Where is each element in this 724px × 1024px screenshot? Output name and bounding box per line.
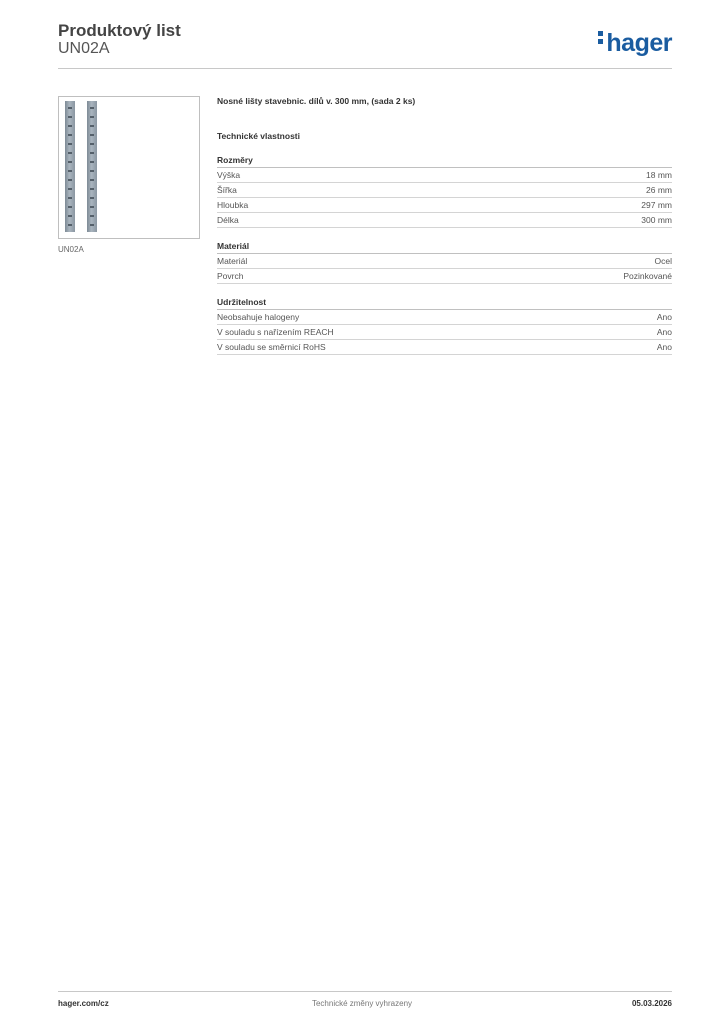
rail-slot xyxy=(68,125,72,127)
rail-slot xyxy=(90,125,94,127)
spec-value: 300 mm xyxy=(641,215,672,225)
rail-slot xyxy=(90,152,94,154)
logo-text: hager xyxy=(606,29,672,57)
product-description: Nosné lišty stavebnic. dílů v. 300 mm, (sada 2 ks) xyxy=(217,96,416,106)
product-code: UN02A xyxy=(58,40,110,57)
rail-slot xyxy=(90,188,94,190)
rail-slot xyxy=(68,179,72,181)
spec-value: Ano xyxy=(656,312,672,322)
rail-image-right xyxy=(87,101,97,232)
rail-slot xyxy=(68,215,72,217)
rail-slot xyxy=(90,215,94,217)
footer-website: hager.com/cz xyxy=(58,999,109,1008)
rail-slot xyxy=(90,116,94,118)
header-divider xyxy=(58,68,672,69)
product-image xyxy=(58,96,200,239)
spec-row xyxy=(217,254,672,269)
spec-label: Šířka xyxy=(217,185,237,195)
spec-value: Ano xyxy=(656,342,672,352)
rail-slot xyxy=(90,134,94,136)
rail-slot xyxy=(90,197,94,199)
footer-date: 05.03.2026 xyxy=(631,999,672,1008)
rail-slot xyxy=(68,197,72,199)
footer-note: Technické změny vyhrazeny xyxy=(311,999,413,1008)
section-title: Udržitelnost xyxy=(217,297,672,310)
rail-slot xyxy=(68,206,72,208)
spec-label: V souladu s nařízením REACH xyxy=(217,327,334,337)
spec-row xyxy=(217,310,672,325)
spec-value: 26 mm xyxy=(646,185,672,195)
spec-value: 18 mm xyxy=(646,170,672,180)
spec-label: Hloubka xyxy=(217,200,249,210)
rail-slot xyxy=(90,170,94,172)
spec-section xyxy=(217,155,672,228)
rail-slot xyxy=(68,143,72,145)
spec-row xyxy=(217,340,672,355)
spec-row xyxy=(217,325,672,340)
rail-slot xyxy=(90,206,94,208)
spec-row xyxy=(217,213,672,228)
spec-value: Ano xyxy=(656,327,672,337)
technical-properties-title: Technické vlastnosti xyxy=(217,131,300,141)
section-title: Materiál xyxy=(217,241,672,254)
rail-slot xyxy=(90,224,94,226)
rail-slot xyxy=(68,107,72,109)
product-details xyxy=(217,96,672,368)
rail-slot xyxy=(68,152,72,154)
rail-slot xyxy=(90,179,94,181)
logo-dots-icon xyxy=(598,28,603,47)
rail-image-left xyxy=(65,101,75,232)
spec-row xyxy=(217,168,672,183)
spec-value: 297 mm xyxy=(641,200,672,210)
spec-label: V souladu se směrnicí RoHS xyxy=(217,342,326,352)
product-image-caption: UN02A xyxy=(58,245,84,254)
footer-divider xyxy=(58,991,672,992)
section-title: Rozměry xyxy=(217,155,672,168)
document-title: Produktový list xyxy=(58,21,181,40)
properties-sections xyxy=(217,155,672,355)
rail-slot xyxy=(68,170,72,172)
spec-label: Neobsahuje halogeny xyxy=(217,312,300,322)
spec-label: Materiál xyxy=(217,256,248,266)
rail-slot xyxy=(68,224,72,226)
spec-label: Výška xyxy=(217,170,241,180)
spec-value: Ocel xyxy=(654,256,672,266)
spec-row xyxy=(217,198,672,213)
rail-slot xyxy=(68,188,72,190)
hager-logo xyxy=(598,28,672,58)
spec-value: Pozinkované xyxy=(623,271,672,281)
rail-slot xyxy=(68,116,72,118)
spec-row xyxy=(217,269,672,284)
rail-slot xyxy=(90,143,94,145)
rail-slot xyxy=(68,134,72,136)
rail-slot xyxy=(68,161,72,163)
rail-slot xyxy=(90,107,94,109)
spec-section xyxy=(217,241,672,284)
spec-label: Povrch xyxy=(217,271,244,281)
spec-row xyxy=(217,183,672,198)
spec-label: Délka xyxy=(217,215,239,225)
spec-section xyxy=(217,297,672,355)
rail-slot xyxy=(90,161,94,163)
